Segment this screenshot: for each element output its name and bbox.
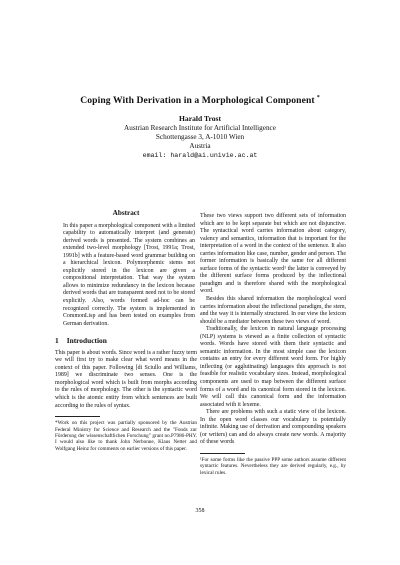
page-number: 358 <box>195 508 205 514</box>
section-title: Introduction <box>66 336 107 346</box>
paragraph: Traditionally, the lexicon in natural language processing (NLP) systems is viewed as a finite collection of syntactic words. Words have stored with them their syntactic and semantic information. In the most simple case the lexicon contains an entry for every different word form. For highly inflecting (or agglutinating) languages this approach is not feasible for realistic vocabulary sizes. Instead, morphological components are used to map between the different surface forms of a word and its canonical form stored in the lexicon. We will call this canonical form and the information associated with it lexeme. <box>200 326 346 408</box>
footnote-syntactic-features: ¹For some forms like the passive PPP some authors assume different syntactic features. Nevertheless they are derived regularly, e.g., by lexical rules. <box>200 456 346 476</box>
footnote-rule <box>55 416 100 417</box>
paragraph: There are problems with such a static view of the lexicon. In the open word classes our vocabulary is potentially infinite. Making use of derivation and compounding speakers (or writers) can and do always create new words. A majority of these words <box>200 409 346 446</box>
abstract-heading: Abstract <box>112 209 140 217</box>
author-name: Harald Trost <box>179 114 221 123</box>
abstract-body <box>55 223 197 329</box>
right-column <box>200 213 346 476</box>
title-text: Coping With Derivation in a Morphological Component <box>80 95 315 106</box>
author-affiliation: Austrian Research Institute for Artificial Intelligence <box>124 124 276 132</box>
left-column <box>55 209 197 452</box>
author-street: Schottengasse 3, A-1010 Wien <box>155 133 245 141</box>
paragraph: These two views support two different sets of information which are to be kept separate but which are not disjunctive. The syntactical word carries information about category, valency and semantics, information that is important for the interpretation of a word in the context of the sentence. It also carries information like case, number, gender and person. The former information is basically the same for all different surface forms of the syntactic word¹ the latter is conveyed by the different surface forms produced by the inflectional paradigm and is therefore shared with the morphological word. <box>200 213 346 295</box>
footnote-acknowledgement: *Work on this project was partially sponsored by the Austrian Federal Ministry for Science and Research and the "Fonds zur Förderung der wissenschaftlichen Forschung" grant no.P7986-PHY. I would also like to thank John Nerbonne, Klaus Netter and Wolfgang Heinz for comments on earlier versions of this paper. <box>55 420 197 452</box>
section-number: 1 <box>55 336 59 346</box>
paper-title <box>0 95 400 106</box>
section-heading-introduction <box>55 337 197 345</box>
footnote-rule <box>200 453 245 454</box>
paragraph: Besides this shared information the morphological word carries information about the inflectional paradigm, the stem, and the way it is internally structured. In our view the lexicon should be a mediator between these two views of word. <box>200 296 346 325</box>
author-email: email: harald@ai.univie.ac.at <box>142 152 258 159</box>
author-country: Austria <box>189 142 211 150</box>
author-block <box>0 114 400 160</box>
title-footnote-mark: * <box>316 95 320 101</box>
abstract-text: In this paper a morphological component with a limited capability to automatically interpret (and generate) derived words is presented. The system combines an extended two-level morphology [Trost, 1991a; Trost, 1991b] with a feature-based word grammar building on a hierarchical lexicon. Polymorphemic stems not explicitly stored in the lexicon are given a compositional interpretation. That way the system allows to minimize redundancy in the lexicon because derived words that are transparent need not to be stored explicitly. Also, words formed ad-hoc can be recognized correctly. The system is implemented in CommonLisp and has been tested on examples from German derivation. <box>63 222 195 327</box>
intro-paragraph: This paper is about words. Since word is a rather fuzzy term we will first try to make clear what word means in the context of this paper. Following [di Sciullo and Williams, 1989] we discriminate two senses. One is the morphological word which is built from morphs according to the rules of morphology. The other is the syntactic word which is the atomic entity from which sentences are built according to the rules of syntax. <box>55 349 197 409</box>
